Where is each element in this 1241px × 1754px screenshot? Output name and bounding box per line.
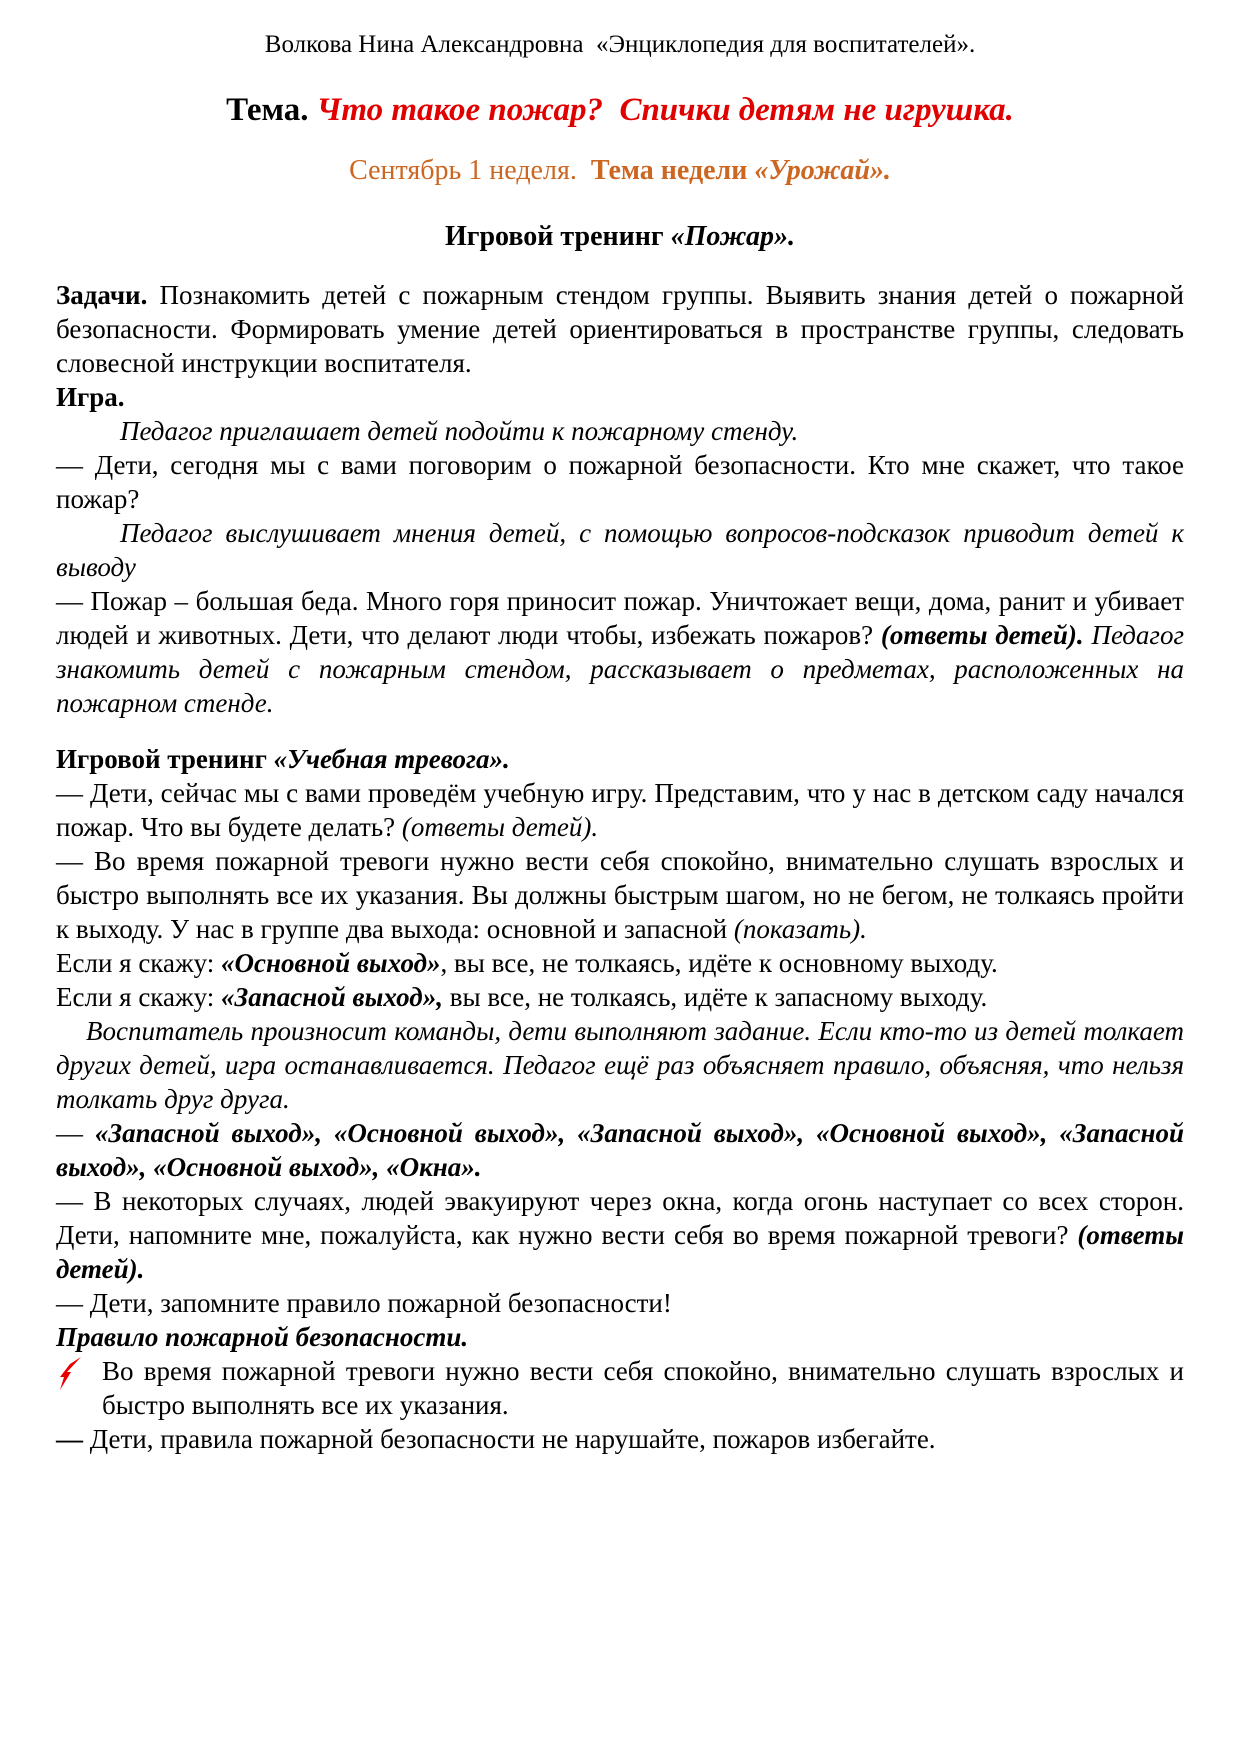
text-run: Тема недели <box>590 155 755 186</box>
text-run: Волкова Нина Александровна «Энциклопедия для воспитателей». <box>264 31 976 58</box>
text-run: Игровой тренинг <box>56 744 274 774</box>
text-run: , вы все, не толкаясь, идёте к основному выходу. <box>440 948 998 978</box>
text-run: «Учебная тревога». <box>273 744 510 774</box>
stage-direction-commands <box>56 1014 1184 1116</box>
text-run: Воспитатель произносит команды, дети выполняют задание. Если кто-то из детей толкает других детей, игра останавливается. Педагог ещё раз объясняет правило, объясняя, что нельзя толкать друг друга. <box>56 1016 1184 1114</box>
lightning-icon <box>56 1354 86 1391</box>
text-run: — Дети, запомните правило пожарной безопасности! <box>56 1288 672 1318</box>
dialogue-intro <box>56 448 1184 516</box>
text-run: — В некоторых случаях, людей эвакуируют через окна, когда огонь наступает со всех сторон. Дети, напомните мне, пожалуйста, как нужно вести себя во время пожарной тревоги? <box>56 1186 1184 1250</box>
heading-game-training-trevoga <box>56 742 1184 776</box>
dialogue-training-game <box>56 776 1184 844</box>
text-run: Педагог приглашает детей подойти к пожарному стенду. <box>120 416 799 446</box>
text-run: — Во время пожарной тревоги нужно вести себя спокойно, внимательно слушать взрослых и быстро выполнять все их указания. Вы должны быстрым шагом, но не бегом, не толкаясь пройти к выходу. У нас в группе два выхода: основной и запасной <box>56 846 1184 944</box>
text-run: — <box>56 1424 90 1454</box>
text-run: «Запасной выход», «Основной выход», «Запасной выход», «Основной выход», «Запасной выход», «Основной выход», «Окна». <box>56 1118 1185 1182</box>
text-run: Задачи. <box>56 280 148 310</box>
stage-direction-listen <box>56 516 1184 584</box>
dialogue-exit-commands <box>56 1116 1184 1184</box>
rule-text <box>102 1354 1184 1422</box>
dialogue-alarm-behavior <box>56 844 1184 946</box>
heading-fire-safety-rule <box>56 1320 1184 1354</box>
text-run: (ответы детей). <box>401 812 599 842</box>
text-run: Познакомить детей с пожарным стендом группы. Выявить знания детей о пожарной безопасности. Формировать умение детей ориентироваться в пространстве группы, следовать словесной инструкции воспитателя. <box>56 280 1184 378</box>
text-run: Сентябрь 1 неделя. <box>349 155 591 186</box>
paragraph-game-label <box>56 380 1184 414</box>
text-run: «Пожар». <box>670 221 795 252</box>
stage-direction-approach <box>56 414 1184 448</box>
text-run: Тема. <box>226 92 317 128</box>
text-run: — Пожар – большая беда. Много горя приносит пожар. Уничтожает вещи, дома, ранит и убивает людей и животных. Дети, что делают люди чтобы, избежать пожаров? <box>56 586 1184 650</box>
text-run: Что такое пожар? Спички детям не игрушка. <box>316 92 1014 128</box>
text-run: (ответы детей). <box>880 620 1084 650</box>
paragraph-tasks <box>56 278 1184 380</box>
text-run: Педагог знакомить детей с пожарным стендом, рассказывает о предметах, расположенных на пожарном стенде. <box>56 620 1184 718</box>
text-run: — Дети, сегодня мы с вами поговорим о пожарной безопасности. Кто мне скажет, что такое пожар? <box>56 450 1184 514</box>
text-run: «Урожай». <box>754 155 891 186</box>
text-run: «Запасной выход», <box>221 982 443 1012</box>
doc-subtitle <box>56 154 1184 188</box>
dialogue-remember-rule <box>56 1286 1184 1320</box>
dialogue-emergency-exit <box>56 980 1184 1014</box>
fire-safety-rule <box>56 1354 1184 1422</box>
document-body <box>56 30 1184 1456</box>
text-run: Педагог выслушивает мнения детей, с помощью вопросов-подсказок приводит детей к выводу <box>56 518 1184 582</box>
text-run: (показать). <box>733 914 867 944</box>
text-run: (ответы детей). <box>56 1220 1184 1284</box>
text-run: — Дети, сейчас мы с вами проведём учебную игру. Представим, что у нас в детском саду начался пожар. Что вы будете делать? <box>56 778 1184 842</box>
text-run: — <box>56 1118 95 1148</box>
doc-byline <box>56 30 1184 60</box>
text-run: «Основной выход» <box>221 948 441 978</box>
dialogue-main-exit <box>56 946 1184 980</box>
text-run: Дети, правила пожарной безопасности не нарушайте, пожаров избегайте. <box>89 1424 936 1454</box>
dialogue-fire-is-trouble <box>56 584 1184 720</box>
text-run: Правило пожарной безопасности. <box>56 1322 469 1352</box>
text-run: Игровой тренинг <box>444 221 671 252</box>
text-run: вы все, не толкаясь, идёте к запасному выходу. <box>442 982 988 1012</box>
text-run: Игра. <box>56 382 125 412</box>
text-run: Если я скажу: <box>56 948 222 978</box>
doc-title <box>56 90 1184 130</box>
text-run: Во время пожарной тревоги нужно вести себя спокойно, внимательно слушать взрослых и быстро выполнять все их указания. <box>102 1356 1184 1420</box>
dialogue-final <box>56 1422 1184 1456</box>
dialogue-windows <box>56 1184 1184 1286</box>
text-run: Если я скажу: <box>56 982 222 1012</box>
heading-game-training-pozhar <box>56 220 1184 254</box>
